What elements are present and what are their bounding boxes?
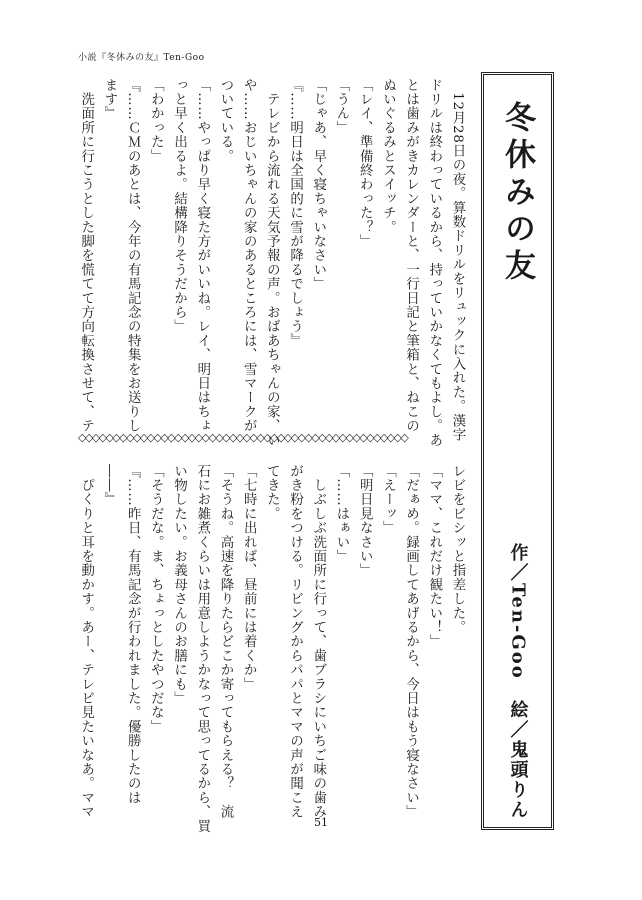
text-line: がき粉をつける。リビングからパパとママの声が聞こえ: [287, 464, 303, 819]
text-line: 「レイ、準備終わった？」: [357, 78, 373, 249]
text-line: 「わかった」: [148, 78, 164, 164]
byline: [484, 543, 551, 820]
story-title: 冬休みの友: [499, 101, 535, 286]
text-line: レビをビシッと指差した。: [450, 464, 465, 635]
text-line: ――』: [101, 464, 117, 507]
text-line: 「うん」: [333, 78, 349, 135]
text-line: 「……はぁい」: [333, 464, 349, 564]
text-column-top: [75, 78, 469, 448]
text-line: しぶしぶ洗面所に行って、歯ブラシにいちご味の歯み: [310, 464, 326, 819]
text-line: 「だぁめ。録画してあげるから、今日はもう寝なさい」: [403, 464, 419, 819]
text-line: てきた。: [264, 464, 280, 521]
text-line: 12月28日の夜。算数ドリルをリュックに入れた。漢字: [450, 78, 465, 442]
text-line: テレビから流れる天気予報の声。おばあちゃんの家、い: [264, 78, 280, 448]
text-line: 「じゃあ、早く寝ちゃいなさい」: [310, 78, 326, 291]
text-line: 「ママ、これだけ観たい！」: [426, 464, 442, 649]
illustrator-credit: 絵／鬼頭りん: [507, 699, 529, 820]
text-line: 洗面所に行こうとした脚を慌てて方向転換させて、テ: [78, 78, 94, 433]
text-line: ぴくりと耳を動かす。あー、テレビ見たいなあ。ママ: [78, 464, 94, 819]
title-box: [481, 72, 554, 830]
text-line: 「えーッ」: [380, 464, 396, 535]
text-line: 『……昨日、有馬記念が行われました。優勝したのは: [125, 464, 141, 805]
page-number: 51: [314, 816, 328, 829]
text-line: 『……明日は全国的に雪が降るでしょう』: [287, 78, 303, 348]
text-line: ドリルは終わっているから、持っていかなくてもよし。あ: [426, 78, 442, 448]
text-column-bottom: [75, 464, 469, 834]
text-line: ついている。: [217, 78, 233, 164]
text-line: 「そうだな。ま、ちょっとしたやつだな」: [148, 464, 164, 734]
text-line: や……おじいちゃんの家のあるところには、雪マークが: [241, 78, 257, 433]
text-line: ます』: [101, 78, 117, 121]
text-line: い物したい。お義母さんのお膳にも」: [171, 464, 187, 706]
running-header: 小説『冬休みの友』Ten-Goo: [78, 53, 205, 63]
text-line: 「そうね。高速を降りたらどこか寄ってもらえる？ 流: [217, 464, 233, 819]
text-line: 石にお雑煮くらいは用意しようかなって思ってるから、買: [194, 464, 210, 834]
text-line: 「……やっぱり早く寝た方がいいね。レイ、明日はちょ: [194, 78, 210, 433]
text-line: っと早く出るよ。結構降りそうだから」: [171, 78, 187, 334]
text-line: 「七時に出れば、昼前には着くか」: [241, 464, 257, 692]
text-line: ぬいぐるみとスイッチ。: [380, 78, 396, 235]
text-line: 「明日見なさい」: [357, 464, 373, 578]
text-line: 『……ＣＭのあとは、今年の有馬記念の特集をお送りし: [125, 78, 141, 433]
section-divider: ◇◇◇◇◇◇◇◇◇◇◇◇◇◇◇◇◇◇◇◇◇◇◇◇◇◇◇◇◇◇◇◇◇◇◇◇◇◇◇◇◇◇◇◇◇◇◇◇: [78, 432, 408, 444]
author-credit: 作／Ten-Goo: [507, 543, 529, 680]
text-line: とは歯みがきカレンダーと、一行日記と筆箱と、ねこの: [403, 78, 419, 433]
